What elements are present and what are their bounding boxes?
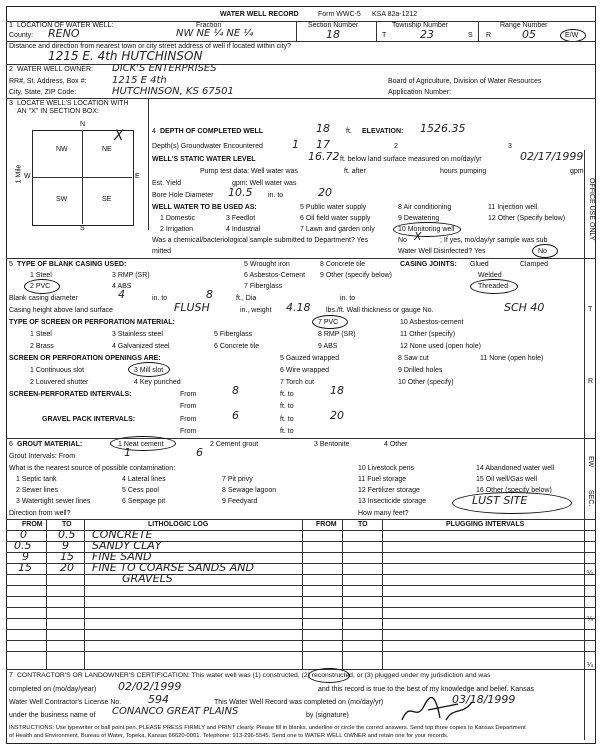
license-value: 594 (148, 693, 169, 706)
county-value: RENO (48, 27, 80, 40)
gw1-num: 1 (292, 138, 299, 151)
gauge-value: SCH 40 (504, 301, 545, 314)
static-tail: ft. below land surface measured on mo/day/yr (340, 156, 482, 163)
casing-8: 8 Concrete tile (320, 261, 366, 268)
diam-ft: 8 (206, 288, 213, 301)
side-q2: ¼ (587, 616, 593, 623)
contam-other: LUST SITE (472, 494, 528, 507)
grout-4: 4 Other (384, 441, 408, 448)
static-label: WELL'S STATIC WATER LEVEL (152, 156, 256, 163)
pump-label: Pump test data: Well water was (200, 168, 298, 175)
yield-label: Est. Yield (152, 180, 182, 187)
chem-label: Was a chemical/bacteriological sample submitted to Department? Yes (152, 237, 369, 244)
screen-6: 6 Concrete tile (214, 343, 260, 350)
log-row-3-desc: FINE SAND (92, 550, 152, 563)
side-ew: EW (587, 456, 594, 468)
contam-2: 2 Sewer lines (16, 487, 59, 494)
weight-tail: lbs./ft. Wall thickness or gauge No. (326, 307, 434, 314)
pump-gpm: gpm (570, 168, 584, 175)
plug-header: PLUGGING INTERVALS (446, 521, 525, 528)
open-label: SCREEN OR PERFORATION OPENINGS ARE: (9, 355, 161, 362)
contam-16: 16 Other (specify below) (476, 487, 552, 494)
plug-from-header: FROM (316, 521, 337, 528)
contam-11: 11 Fuel storage (358, 476, 407, 483)
joint-clamped: Clamped (520, 261, 549, 268)
open-6: 6 Wire wrapped (280, 367, 330, 374)
locate-label: LOCATE WELL'S LOCATION WITH (17, 100, 129, 107)
casing-4: 4 ABS (112, 283, 132, 290)
plug-to-header: TO (358, 521, 368, 528)
gravel-label: GRAVEL PACK INTERVALS: (42, 416, 136, 423)
owner-value: DICK'S ENTERPRISES (112, 63, 217, 74)
open-4: 4 Key punched (134, 379, 181, 386)
distance-label: Distance and direction from nearest town or city street address of well if located within city? (9, 43, 292, 50)
joint-threaded: Threaded (478, 283, 508, 290)
gravel-to: 20 (330, 409, 344, 422)
perf-to: 18 (330, 384, 344, 397)
use-1: 1 Domestic (160, 215, 196, 222)
contam-12: 12 Fertilizer storage (358, 487, 420, 494)
gravel-to-label-2: ft. to (280, 428, 294, 435)
form-title: WATER WELL RECORD (220, 11, 299, 18)
perf-label: SCREEN-PERFORATED INTERVALS: (9, 391, 132, 398)
side-q1: ¼ (587, 570, 593, 577)
instructions-2: of Health and Environment, Bureau of Water, Topeka, Kansas 66620-0001. Telephone: 913-296-5545. Send one to WATER WELL OWNER and retain one for your records. (9, 733, 449, 739)
grout-2: 2 Cement grout (210, 441, 259, 448)
well-record-form (6, 6, 596, 744)
contam-label: What is the nearest source of possible contamination: (9, 465, 176, 472)
contam-10: 10 Livestock pens (358, 465, 415, 472)
open-7: 7 Torch cut (280, 379, 315, 386)
grout-intervals-label: Grout Intervals: From (9, 453, 76, 460)
mile-label: 1 Mile (15, 164, 23, 184)
ft-dia: ft., Dia (236, 295, 257, 302)
disinf-label: Water Well Disinfected? Yes (398, 248, 486, 255)
joint-welded: Welded (478, 272, 502, 279)
t-label: T (382, 32, 387, 39)
open-1: 1 Continuous slot (30, 367, 85, 374)
record-completed-date: 03/18/1999 (452, 693, 516, 706)
grout-from: 1 (124, 446, 131, 459)
contam-6: 6 Seepage pit (122, 498, 166, 505)
office-use-only: OFFICE USE ONLY (588, 178, 595, 241)
se-label: SE (102, 196, 112, 203)
address-value: 1215 E 4th (112, 75, 167, 86)
perf-to-label: ft. to (280, 391, 294, 398)
section-value: 18 (326, 28, 340, 41)
r-label: R (486, 32, 492, 39)
completed-date: 02/02/1999 (118, 680, 182, 693)
township-label: Township Number (392, 22, 449, 29)
log-row-4-desc: FINE TO COARSE SANDS AND (92, 561, 254, 574)
open-5: 5 Gauzed wrapped (280, 355, 340, 362)
chem-tail: ; If yes, mo/day/yr sample was sub (440, 237, 548, 244)
form-number: Form WWC-5 (318, 11, 361, 18)
open-9: 9 Drilled holes (398, 367, 443, 374)
grout-label: GROUT MATERIAL: (17, 441, 83, 448)
height-label: Casing height above land surface (9, 307, 113, 314)
gw3-label: 3 (508, 143, 512, 150)
city-label: City, State, ZIP Code: (9, 89, 77, 96)
casing-5: 5 Wrought iron (244, 261, 290, 268)
perf-from-label-2: From (180, 403, 197, 410)
perf-from-label: From (180, 391, 197, 398)
fraction-label: Fraction (196, 22, 222, 29)
pump-after: ft. after (344, 168, 366, 175)
log-row-4-to: 20 (60, 561, 74, 574)
signature (398, 696, 478, 726)
open-2: 2 Louvered shutter (30, 379, 89, 386)
grout-3: 3 Bentonite (314, 441, 350, 448)
use-3: 3 Feedlot (226, 215, 256, 222)
use-4: 4 Industrial (226, 226, 261, 233)
ft-dia2: in. to (340, 295, 356, 302)
location-x-mark: X (114, 128, 124, 144)
range-label: Range Number (500, 22, 548, 29)
diam-to: in. to (152, 295, 168, 302)
elev-label: ELEVATION: (362, 128, 404, 135)
contam-7: 7 Pit privy (222, 476, 253, 483)
use-8: 8 Air conditioning (398, 204, 452, 211)
side-t: T (588, 306, 593, 313)
side-r: R (588, 378, 594, 385)
bore-label: Bore Hole Diameter (152, 192, 214, 199)
log-row-2-from: 0.5 (14, 539, 32, 552)
screen-3: 3 Stainless steel (112, 331, 163, 338)
s4-num: 4 (152, 128, 156, 135)
sw-label: SW (56, 196, 68, 203)
log-row-1-desc: CONCRETE (92, 528, 153, 541)
use-label: WELL WATER TO BE USED AS: (152, 204, 257, 211)
grout-1: 1 Neat cement (118, 441, 164, 448)
use-6: 6 Oil field water supply (300, 215, 371, 222)
use-2: 2 Irrigation (160, 226, 194, 233)
log-row-3-from: 9 (22, 550, 29, 563)
board-label: Board of Agriculture, Division of Water Resources (388, 78, 542, 85)
locate-label2: AN "X" IN SECTION BOX: (17, 108, 99, 115)
s6-num: 6 (9, 441, 13, 448)
contam-1: 1 Septic tank (16, 476, 57, 483)
use-11: 11 Injection well (488, 204, 538, 211)
business-value: CONANCO GREAT PLAINS (112, 706, 239, 717)
use-7: 7 Lawn and garden only (300, 226, 375, 233)
ksa-ref: KSA 82a-1212 (372, 11, 418, 18)
casing-label: TYPE OF BLANK CASING USED: (17, 261, 127, 268)
screen-1: 1 Steel (30, 331, 52, 338)
log-row-2-to: 9 (62, 539, 69, 552)
casing-1: 1 Steel (30, 272, 52, 279)
s1-label: LOCATION OF WATER WELL: (17, 22, 114, 29)
grout-to: 6 (196, 446, 203, 459)
county-label: County: (9, 32, 34, 39)
gravel-from: 6 (232, 409, 239, 422)
log-row-3-to: 15 (60, 550, 74, 563)
use-12: 12 Other (Specify below) (488, 215, 566, 222)
casing-6: 6 Asbestos-Cement (244, 272, 306, 279)
contam-8: 8 Sewage lagoon (222, 487, 277, 494)
north-label: N (80, 121, 86, 128)
contam-9: 9 Feedyard (222, 498, 258, 505)
contam-5: 5 Cess pool (122, 487, 159, 494)
bore-to: in. to (268, 192, 284, 199)
south-label: S (80, 225, 85, 232)
log-to-header: TO (62, 521, 72, 528)
s-label: S (468, 32, 473, 39)
city-value: HUTCHINSON, KS 67501 (112, 86, 234, 97)
screen-2: 2 Brass (30, 343, 54, 350)
west-label: W (24, 173, 31, 180)
appno-label: Application Number: (388, 89, 452, 96)
static-date: 02/17/1999 (520, 150, 584, 163)
s2-num: 2 (9, 66, 13, 73)
use-5: 5 Public water supply (300, 204, 367, 211)
joint-glued: Glued (470, 261, 489, 268)
pump-hours: hours pumping (440, 168, 487, 175)
log-row-5-desc: GRAVELS (122, 572, 173, 585)
open-10: 10 Other (specify) (398, 379, 454, 386)
cert-completed-label: completed on (mo/day/year) (9, 686, 97, 693)
casing-2: 2 PVC (30, 283, 51, 290)
direction-label: Direction from well? (9, 510, 71, 517)
weight-value: 4.18 (286, 301, 311, 314)
screen-11: 11 Other (specify) (400, 331, 456, 338)
diam-value: 4 (118, 288, 125, 301)
joints-label: CASING JOINTS: (400, 261, 457, 268)
casing-9: 9 Other (specify below) (320, 272, 392, 279)
screen-12: 12 None used (open hole) (400, 343, 481, 350)
contam-15: 15 Oil well/Gas well (476, 476, 538, 483)
monitoring-circle (393, 222, 461, 237)
s3-num: 3 (9, 100, 13, 107)
screen-9: 9 ABS (318, 343, 338, 350)
section-label: Section Number (308, 22, 359, 29)
screen-7: 7 PVC (318, 319, 339, 326)
height-in: in., weight (240, 307, 272, 314)
open-8: 8 Saw cut (398, 355, 429, 362)
open-11: 11 None (open hole) (480, 355, 544, 362)
screen-5: 5 Fiberglass (214, 331, 253, 338)
gw-label: Depth(s) Groundwater Encountered (152, 143, 263, 150)
use-10: 10 Monitoring well (398, 226, 455, 233)
log-row-1-to: 0.5 (58, 528, 76, 541)
contam-13: 13 Insecticide storage (358, 498, 427, 505)
license-label: Water Well Contractor's License No. (9, 699, 122, 706)
record-completed-label: This Water Well Record was completed on (mo/day/yr) (214, 699, 384, 706)
cert-line-1: CONTRACTOR'S OR LANDOWNER'S CERTIFICATION: This water well was (1) constructed, (2) reconstructed, or (3) plugged under my jurisdiction and was (17, 672, 491, 679)
howmany-label: How many feet? (358, 510, 409, 517)
owner-label: WATER WELL OWNER: (17, 66, 93, 73)
depth-value: 18 (316, 122, 330, 135)
elev-value: 1526.35 (420, 122, 466, 135)
distance-value: 1215 E. 4th HUTCHINSON (48, 49, 203, 63)
instructions-1: INSTRUCTIONS: Use typewriter or ball point pen. PLEASE PRESS FIRMLY and PRINT clearly. Please fill in blanks, underline or circle the correct answers. Send top three copies to Kansas Department (9, 725, 526, 731)
s5-num: 5 (9, 261, 13, 268)
chem-no: No (398, 237, 407, 244)
bore-value: 10.5 (228, 186, 253, 199)
contam-4: 4 Lateral lines (122, 476, 166, 483)
use-9: 9 Dewatering (398, 215, 440, 222)
cert-line-2b: and this record is true to the best of my knowledge and belief. Kansas (318, 686, 534, 693)
east-label: E (135, 173, 140, 180)
perf-from: 8 (232, 384, 239, 397)
bore-ft: 20 (318, 186, 332, 199)
gw1-value: 17 (316, 138, 330, 151)
signature-label: by (signature) (306, 712, 349, 719)
section-grid (32, 130, 134, 226)
screen-8: 8 RMP (SR) (318, 331, 356, 338)
gravel-to-label: ft. to (280, 416, 294, 423)
screen-4: 4 Galvanized steel (112, 343, 170, 350)
gravel-from-label-2: From (180, 428, 197, 435)
casing-3: 3 RMP (SR) (112, 272, 150, 279)
litho-header: LITHOLOGIC LOG (148, 521, 209, 528)
perf-to-label-2: ft. to (280, 403, 294, 410)
screen-label: TYPE OF SCREEN OR PERFORATION MATERIAL: (9, 319, 175, 326)
depth-label: DEPTH OF COMPLETED WELL (160, 128, 264, 135)
yield-tail: gpm: Well water was (232, 180, 297, 187)
screen-10: 10 Asbestos-cement (400, 319, 464, 326)
side-sec: SEC. (587, 490, 594, 507)
constructed-circle (308, 668, 350, 683)
contam-14: 14 Abandoned water well (476, 465, 555, 472)
log-from-header: FROM (22, 521, 43, 528)
nw-label: NW (56, 146, 68, 153)
height-value: FLUSH (174, 301, 210, 314)
contam-3: 3 Watertight sewer lines (16, 498, 91, 505)
fraction-value: NW NE ¼ NE ¼ (176, 28, 254, 39)
depth-ft: ft. (346, 128, 352, 135)
gw2-label: 2 (394, 143, 398, 150)
side-q3: ¼ (587, 662, 593, 669)
address-label: RR#, St. Address, Box #: (9, 78, 87, 85)
ne-label: NE (102, 146, 112, 153)
log-row-2-desc: SANDY CLAY (92, 539, 162, 552)
casing-7: 7 Fiberglass (244, 283, 283, 290)
s1-num: 1 (9, 22, 13, 29)
range-value: 05 (522, 28, 536, 41)
s7-num: 7 (9, 672, 13, 679)
log-row-1-from: 0 (20, 528, 27, 541)
chem-mitted: mitted (152, 248, 172, 255)
chem-x: X (414, 230, 422, 243)
gravel-from-label: From (180, 416, 197, 423)
disinf-no: No (538, 248, 547, 255)
township-value: 23 (420, 28, 434, 41)
business-label: under the business name of (9, 712, 96, 719)
static-value: 16.72 (308, 150, 340, 163)
ew-label: E/W (565, 32, 579, 39)
diam-label: Blank casing diameter (9, 295, 78, 302)
log-row-4-from: 15 (18, 561, 32, 574)
open-3: 3 Mill slot (134, 367, 164, 374)
